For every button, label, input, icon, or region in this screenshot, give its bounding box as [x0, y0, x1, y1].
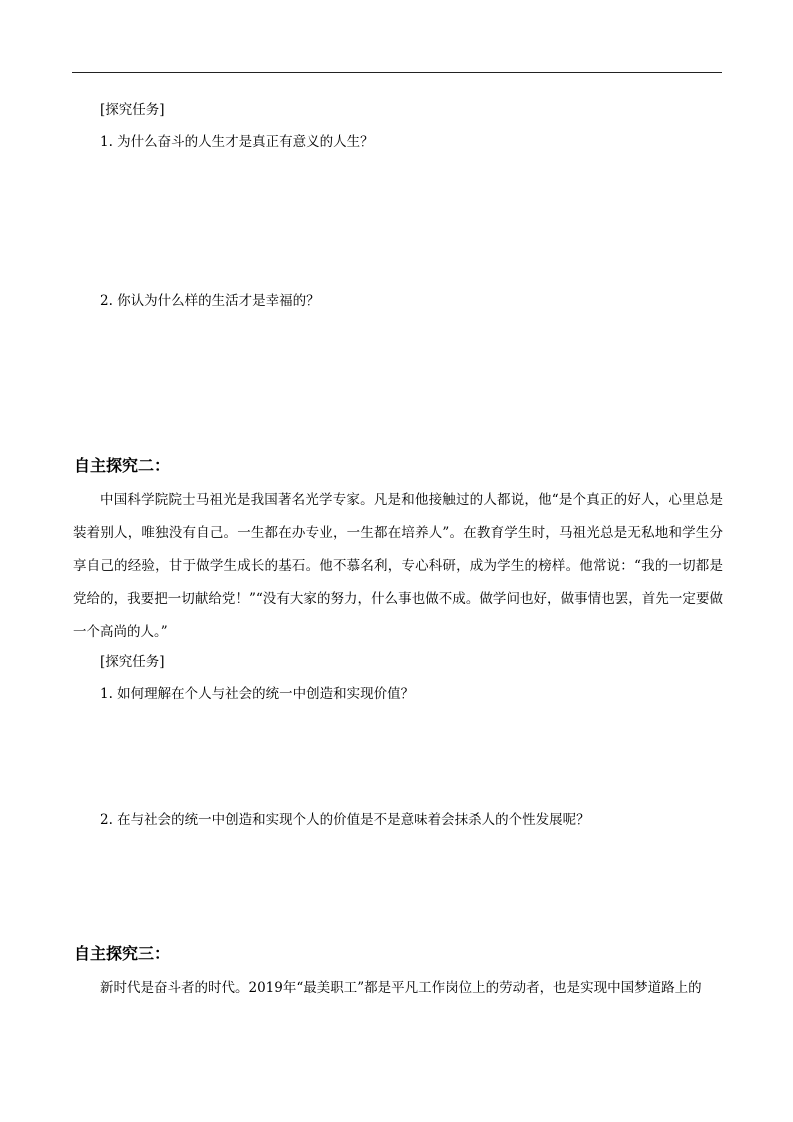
section2-heading: 自主探究二： — [74, 456, 171, 475]
section3-heading: 自主探究三： — [74, 944, 171, 963]
section2-question-2: 2. 在与社会的统一中创造和实现个人的价值是不是意味着会抹杀人的个性发展呢？ — [100, 812, 590, 828]
section1-question-2: 2. 你认为什么样的生活才是幸福的？ — [100, 293, 320, 309]
section1-question-1: 1. 为什么奋斗的人生才是真正有意义的人生？ — [100, 134, 374, 150]
section2-question-1: 1. 如何理解在个人与社会的统一中创造和实现价值？ — [100, 686, 415, 702]
section1-task-label: [探究任务] — [100, 102, 165, 118]
header-rule — [72, 72, 722, 73]
section2-paragraph: 中国科学院院士马祖光是我国著名光学专家。凡是和他接触过的人都说，他“是个真正的好人，心里总是装着别人，唯独没有自己。一生都在办专业，一生都在培养人”。在教育学生时，马祖光总是无私地和学生分享自己的经验，甘于做学生成长的基石。他不慕名利，专心科研，成为学生的榜样。他常说：“我的一切都是党给的，我要把一切献给党！”“没有大家的努力，什么事也做不成。做学问也好，做事情也罢，首先一定要做一个高尚的人。” — [73, 492, 723, 640]
section2-task-label: [探究任务] — [100, 654, 165, 670]
section3-paragraph: 新时代是奋斗者的时代。2019年“最美职工”都是平凡工作岗位上的劳动者，也是实现中国梦道路上的 — [100, 980, 702, 996]
